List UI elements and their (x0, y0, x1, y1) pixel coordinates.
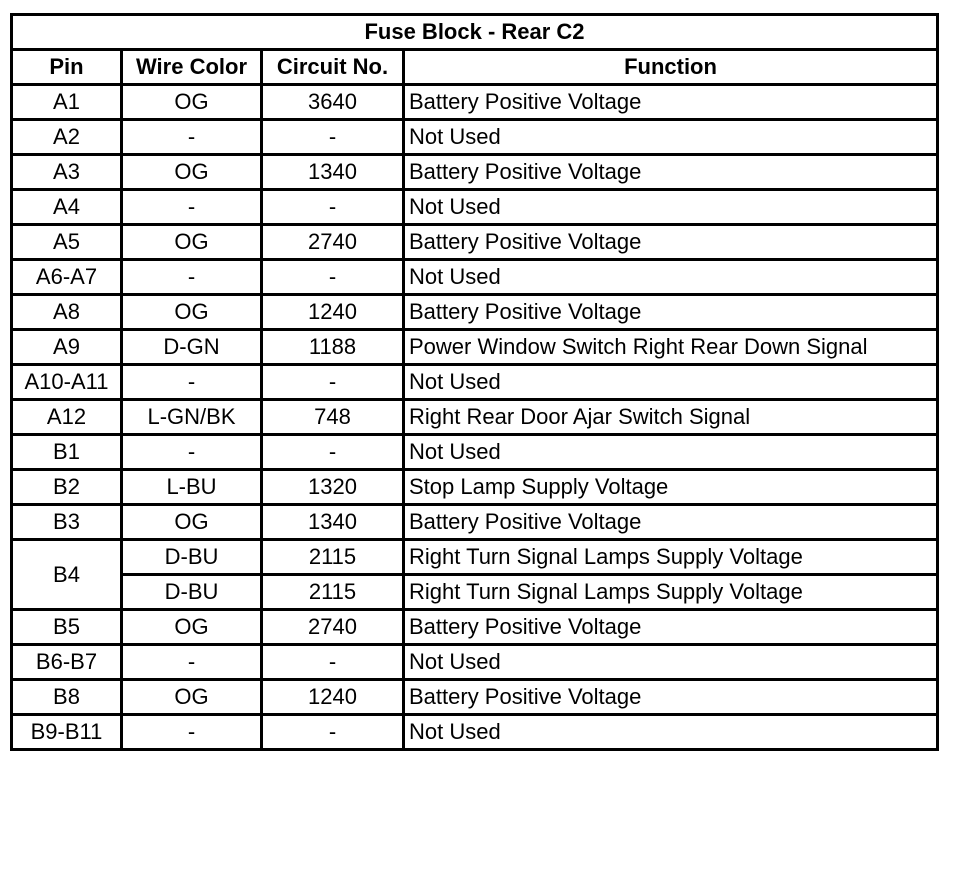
cell-function: Battery Positive Voltage (404, 680, 938, 715)
cell-pin: B9-B11 (12, 715, 122, 750)
cell-pin: B5 (12, 610, 122, 645)
cell-pin: A3 (12, 155, 122, 190)
cell-pin: B1 (12, 435, 122, 470)
cell-circuit-no: 1188 (262, 330, 404, 365)
cell-wire-color: D-BU (122, 575, 262, 610)
cell-circuit-no: 1320 (262, 470, 404, 505)
cell-wire-color: D-BU (122, 540, 262, 575)
cell-function: Battery Positive Voltage (404, 295, 938, 330)
cell-circuit-no: - (262, 435, 404, 470)
cell-wire-color: - (122, 120, 262, 155)
cell-circuit-no: 1240 (262, 295, 404, 330)
cell-pin: A2 (12, 120, 122, 155)
table-row (12, 470, 938, 505)
cell-function: Right Turn Signal Lamps Supply Voltage (404, 575, 938, 610)
cell-function: Battery Positive Voltage (404, 225, 938, 260)
cell-function: Not Used (404, 645, 938, 680)
cell-function: Right Turn Signal Lamps Supply Voltage (404, 540, 938, 575)
cell-circuit-no: 3640 (262, 85, 404, 120)
cell-wire-color: - (122, 190, 262, 225)
cell-pin: A12 (12, 400, 122, 435)
cell-wire-color: - (122, 260, 262, 295)
table-row (12, 120, 938, 155)
cell-wire-color: D-GN (122, 330, 262, 365)
cell-function: Not Used (404, 120, 938, 155)
cell-function: Not Used (404, 435, 938, 470)
cell-circuit-no: - (262, 260, 404, 295)
table-row (12, 365, 938, 400)
header-pin: Pin (12, 50, 122, 85)
table-row (12, 680, 938, 715)
cell-wire-color: - (122, 435, 262, 470)
table-row (12, 400, 938, 435)
table-row (12, 225, 938, 260)
cell-pin: B2 (12, 470, 122, 505)
table-row (12, 435, 938, 470)
cell-function: Not Used (404, 365, 938, 400)
cell-function: Right Rear Door Ajar Switch Signal (404, 400, 938, 435)
fuse-block-table (10, 13, 939, 751)
cell-circuit-no: - (262, 190, 404, 225)
header-function: Function (404, 50, 938, 85)
cell-pin: B6-B7 (12, 645, 122, 680)
table-header-row (12, 50, 938, 85)
cell-function: Battery Positive Voltage (404, 610, 938, 645)
table-row (12, 715, 938, 750)
cell-pin: A6-A7 (12, 260, 122, 295)
table-row (12, 190, 938, 225)
cell-pin: A8 (12, 295, 122, 330)
header-wire-color: Wire Color (122, 50, 262, 85)
cell-wire-color: OG (122, 505, 262, 540)
table-title-row (12, 15, 938, 50)
table-title: Fuse Block - Rear C2 (12, 15, 938, 50)
table-row (12, 295, 938, 330)
cell-circuit-no: - (262, 365, 404, 400)
cell-function: Stop Lamp Supply Voltage (404, 470, 938, 505)
table-row (12, 260, 938, 295)
cell-wire-color: OG (122, 225, 262, 260)
fuse-table-container (10, 13, 939, 751)
cell-wire-color: OG (122, 295, 262, 330)
table-row (12, 330, 938, 365)
table-row (12, 85, 938, 120)
cell-wire-color: OG (122, 680, 262, 715)
cell-function: Battery Positive Voltage (404, 155, 938, 190)
cell-pin: B3 (12, 505, 122, 540)
cell-pin: A1 (12, 85, 122, 120)
cell-circuit-no: 1340 (262, 505, 404, 540)
cell-circuit-no: 748 (262, 400, 404, 435)
table-row (12, 505, 938, 540)
cell-wire-color: - (122, 365, 262, 400)
cell-pin: B8 (12, 680, 122, 715)
cell-pin: A10-A11 (12, 365, 122, 400)
cell-function: Not Used (404, 260, 938, 295)
cell-circuit-no: 2740 (262, 610, 404, 645)
cell-function: Battery Positive Voltage (404, 85, 938, 120)
cell-circuit-no: - (262, 645, 404, 680)
cell-pin: B4 (12, 540, 122, 610)
cell-wire-color: OG (122, 85, 262, 120)
table-body (12, 85, 938, 750)
table-row (12, 645, 938, 680)
cell-wire-color: OG (122, 610, 262, 645)
header-circuit-no: Circuit No. (262, 50, 404, 85)
cell-circuit-no: 1340 (262, 155, 404, 190)
cell-circuit-no: 2740 (262, 225, 404, 260)
table-row (12, 155, 938, 190)
cell-function: Not Used (404, 190, 938, 225)
cell-circuit-no: - (262, 120, 404, 155)
cell-circuit-no: 2115 (262, 540, 404, 575)
cell-circuit-no: 1240 (262, 680, 404, 715)
cell-wire-color: L-BU (122, 470, 262, 505)
table-row (12, 575, 938, 610)
cell-circuit-no: - (262, 715, 404, 750)
cell-function: Battery Positive Voltage (404, 505, 938, 540)
cell-circuit-no: 2115 (262, 575, 404, 610)
cell-wire-color: - (122, 645, 262, 680)
cell-function: Power Window Switch Right Rear Down Signal (404, 330, 938, 365)
table-row (12, 540, 938, 575)
cell-pin: A4 (12, 190, 122, 225)
cell-wire-color: L-GN/BK (122, 400, 262, 435)
cell-pin: A5 (12, 225, 122, 260)
cell-wire-color: - (122, 715, 262, 750)
cell-wire-color: OG (122, 155, 262, 190)
table-row (12, 610, 938, 645)
cell-pin: A9 (12, 330, 122, 365)
cell-function: Not Used (404, 715, 938, 750)
